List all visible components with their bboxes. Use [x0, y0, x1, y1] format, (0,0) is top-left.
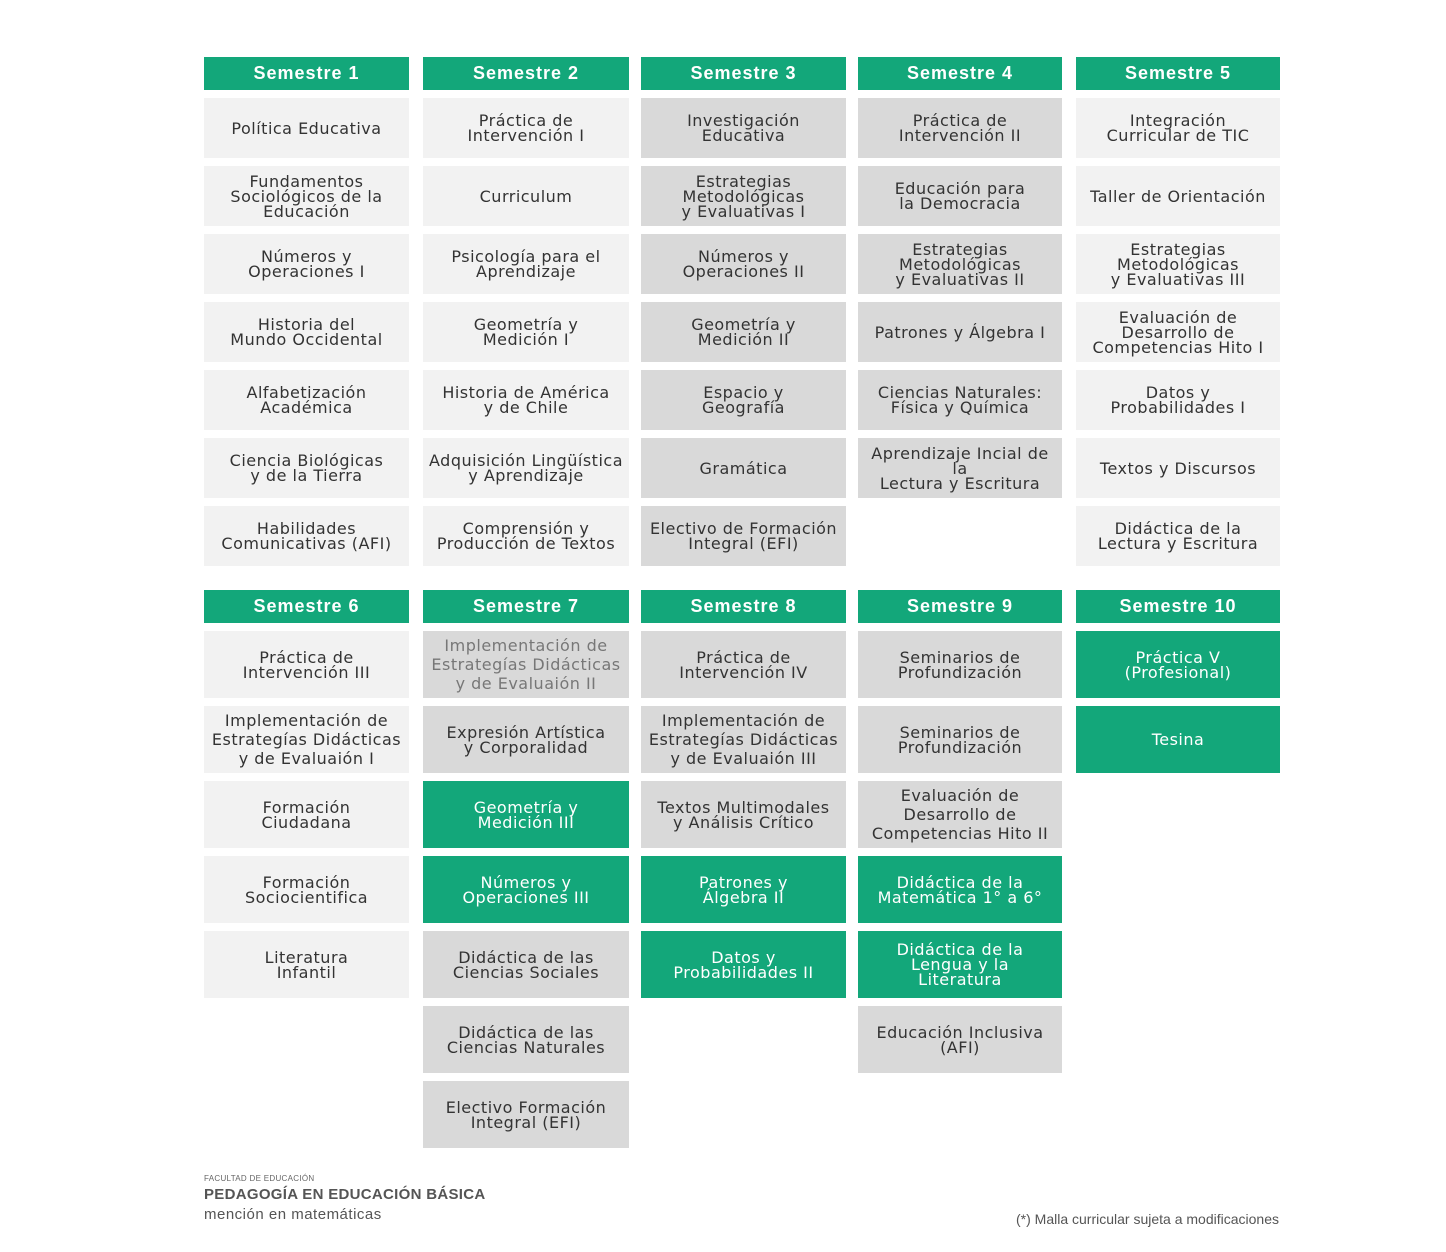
course-card: Números y Operaciones II [641, 234, 846, 294]
course-card: Educación para la Democracia [858, 166, 1062, 226]
semester-header: Semestre 10 [1076, 590, 1280, 623]
semester-header: Semestre 6 [204, 590, 409, 623]
course-card: Práctica de Intervención IV [641, 631, 846, 698]
course-card: Electivo Formación Integral (EFI) [423, 1081, 629, 1148]
course-card: Práctica V (Profesional) [1076, 631, 1280, 698]
course-card: Adquisición Lingüística y Aprendizaje [423, 438, 629, 498]
course-card: Textos Multimodales y Análisis Crítico [641, 781, 846, 848]
course-card: Práctica de Intervención II [858, 98, 1062, 158]
course-card: Ciencia Biológicas y de la Tierra [204, 438, 409, 498]
faculty-label: FACULTAD DE EDUCACIÓN [204, 1174, 315, 1183]
course-card: Formación Sociocientifica [204, 856, 409, 923]
curriculum-note: (*) Malla curricular sujeta a modificaciones [1016, 1211, 1279, 1227]
course-card: Geometría y Medición II [641, 302, 846, 362]
course-card: Evaluación de Desarrollo de Competencias Hito II [858, 781, 1062, 848]
course-card: Patrones y Álgebra II [641, 856, 846, 923]
course-card: Investigación Educativa [641, 98, 846, 158]
semester-9-column [858, 590, 1062, 1073]
semester-2-column [423, 57, 629, 566]
semester-header: Semestre 2 [423, 57, 629, 90]
course-card: Taller de Orientación [1076, 166, 1280, 226]
course-card: Educación Inclusiva (AFI) [858, 1006, 1062, 1073]
course-card: Comprensión y Producción de Textos [423, 506, 629, 566]
course-card: Estrategias Metodológicas y Evaluativas II [858, 234, 1062, 294]
course-card: Alfabetización Académica [204, 370, 409, 430]
course-card: Seminarios de Profundización [858, 706, 1062, 773]
course-card: Textos y Discursos [1076, 438, 1280, 498]
semester-header: Semestre 4 [858, 57, 1062, 90]
course-card: Estrategias Metodológicas y Evaluativas III [1076, 234, 1280, 294]
course-card: Estrategias Metodológicas y Evaluativas I [641, 166, 846, 226]
course-card: Números y Operaciones III [423, 856, 629, 923]
semester-header: Semestre 8 [641, 590, 846, 623]
course-card: Historia de América y de Chile [423, 370, 629, 430]
course-card: Historia del Mundo Occidental [204, 302, 409, 362]
course-card: Implementación de Estrategías Didácticas y de Evaluaión I [204, 706, 409, 773]
semester-header: Semestre 3 [641, 57, 846, 90]
course-card: Didáctica de las Ciencias Sociales [423, 931, 629, 998]
course-card: Didáctica de las Ciencias Naturales [423, 1006, 629, 1073]
program-mention: mención en matemáticas [204, 1206, 382, 1223]
semester-7-column [423, 590, 629, 1148]
course-card: Espacio y Geografía [641, 370, 846, 430]
semester-10-column [1076, 590, 1280, 773]
course-card: Práctica de Intervención III [204, 631, 409, 698]
course-card: Datos y Probabilidades I [1076, 370, 1280, 430]
course-card: Electivo de Formación Integral (EFI) [641, 506, 846, 566]
course-card: Formación Ciudadana [204, 781, 409, 848]
course-card: Didáctica de la Lectura y Escritura [1076, 506, 1280, 566]
course-card: Didáctica de la Lengua y la Literatura [858, 931, 1062, 998]
course-card: Literatura Infantil [204, 931, 409, 998]
course-card: Datos y Probabilidades II [641, 931, 846, 998]
course-card: Práctica de Intervención I [423, 98, 629, 158]
semester-header: Semestre 7 [423, 590, 629, 623]
program-title: PEDAGOGÍA EN EDUCACIÓN BÁSICA [204, 1186, 486, 1203]
course-card: Psicología para el Aprendizaje [423, 234, 629, 294]
course-card: Didáctica de la Matemática 1° a 6° [858, 856, 1062, 923]
course-card: Geometría y Medición III [423, 781, 629, 848]
semester-3-column [641, 57, 846, 566]
course-card: Evaluación de Desarrollo de Competencias Hito I [1076, 302, 1280, 362]
semester-1-column [204, 57, 409, 566]
course-card: Curriculum [423, 166, 629, 226]
semester-header: Semestre 1 [204, 57, 409, 90]
course-card: Geometría y Medición I [423, 302, 629, 362]
semester-6-column [204, 590, 409, 998]
semester-5-column [1076, 57, 1280, 566]
course-card: Habilidades Comunicativas (AFI) [204, 506, 409, 566]
course-card: Seminarios de Profundización [858, 631, 1062, 698]
course-card: Fundamentos Sociológicos de la Educación [204, 166, 409, 226]
course-card: Ciencias Naturales: Física y Química [858, 370, 1062, 430]
course-card: Implementación de Estrategías Didácticas y de Evaluaión III [641, 706, 846, 773]
course-card: Tesina [1076, 706, 1280, 773]
course-card: Expresión Artística y Corporalidad [423, 706, 629, 773]
course-card: Aprendizaje Incial de la Lectura y Escritura [858, 438, 1062, 498]
course-card: Patrones y Álgebra I [858, 302, 1062, 362]
course-card: Números y Operaciones I [204, 234, 409, 294]
course-card: Política Educativa [204, 98, 409, 158]
semester-header: Semestre 5 [1076, 57, 1280, 90]
semester-header: Semestre 9 [858, 590, 1062, 623]
semester-8-column [641, 590, 846, 998]
course-card: Gramática [641, 438, 846, 498]
semester-4-column [858, 57, 1062, 498]
course-card: Implementación de Estrategías Didácticas y de Evaluaión II [423, 631, 629, 698]
course-card: Integración Curricular de TIC [1076, 98, 1280, 158]
